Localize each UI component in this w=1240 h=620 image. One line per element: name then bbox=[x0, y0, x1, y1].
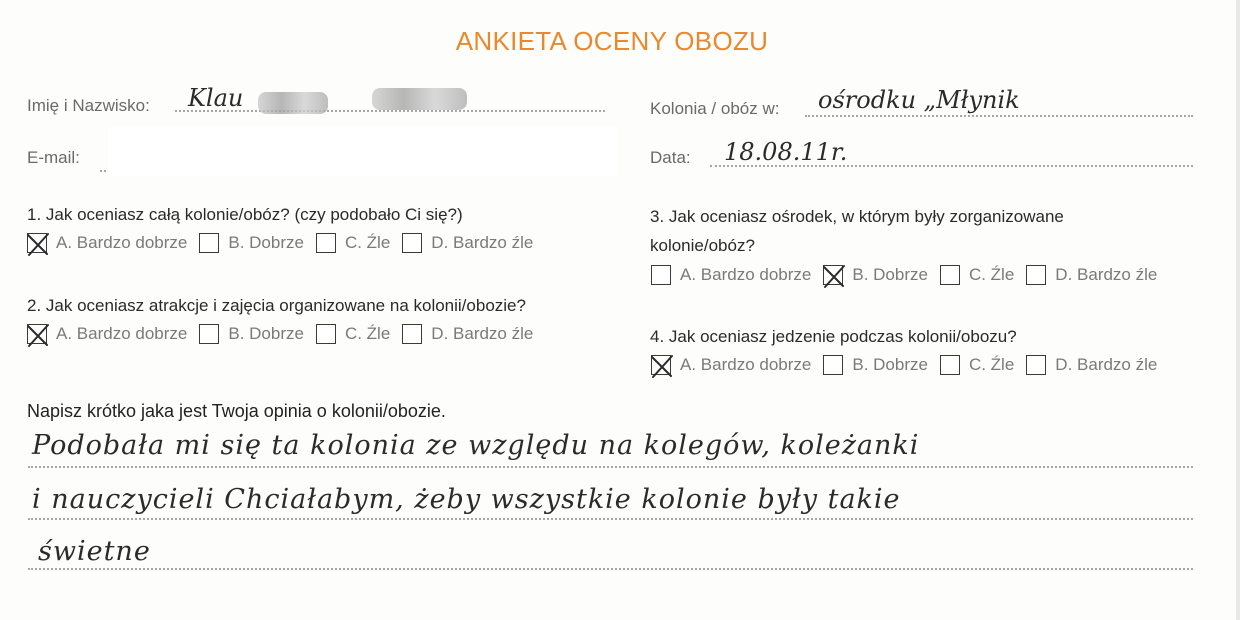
q2-option-a[interactable]: A. Bardzo dobrze bbox=[27, 324, 187, 344]
checkbox-checked[interactable] bbox=[27, 324, 47, 344]
checkbox-checked[interactable] bbox=[823, 265, 843, 285]
question-2: 2. Jak oceniasz atrakcje i zajęcia organizowane na kolonii/obozie? bbox=[27, 296, 526, 315]
q2-option-b[interactable]: B. Dobrze bbox=[199, 324, 304, 344]
check-x-mark-icon bbox=[25, 322, 51, 348]
checkbox[interactable] bbox=[1026, 265, 1046, 285]
question-1: 1. Jak oceniasz całą kolonie/obóz? (czy podobało Ci się?) bbox=[27, 205, 463, 224]
q3-option-b[interactable]: B. Dobrze bbox=[823, 265, 928, 285]
camp-label: Kolonia / obóz w: bbox=[650, 99, 780, 118]
name-redaction-blur bbox=[258, 92, 328, 114]
q3-option-c[interactable]: C. Źle bbox=[940, 265, 1014, 285]
q4-option-b[interactable]: B. Dobrze bbox=[823, 355, 928, 375]
opinion-label: Napisz krótko jaka jest Twoja opinia o kolonii/obozie. bbox=[27, 401, 446, 421]
checkbox[interactable] bbox=[316, 233, 336, 253]
checkbox[interactable] bbox=[316, 324, 336, 344]
checkbox[interactable] bbox=[199, 233, 219, 253]
opinion-text-line-2: i nauczycieli Chciałabym, żeby wszystkie kolonie były takie bbox=[32, 484, 901, 515]
page-title: ANKIETA OCENY OBOZU bbox=[455, 26, 769, 56]
check-x-mark-icon bbox=[649, 353, 675, 379]
checkbox[interactable] bbox=[940, 355, 960, 375]
surname-redaction-blur bbox=[372, 88, 467, 110]
checkbox[interactable] bbox=[940, 265, 960, 285]
question-1-options bbox=[27, 233, 545, 253]
q1-option-a[interactable]: A. Bardzo dobrze bbox=[27, 233, 187, 253]
camp-dotted-line bbox=[805, 115, 1193, 117]
opinion-dotted-line-3 bbox=[28, 568, 1193, 570]
opinion-dotted-line-1 bbox=[28, 466, 1193, 468]
q3-option-d[interactable]: D. Bardzo źle bbox=[1026, 265, 1157, 285]
checkbox[interactable] bbox=[1026, 355, 1046, 375]
checkbox[interactable] bbox=[402, 233, 422, 253]
q2-option-d[interactable]: D. Bardzo źle bbox=[402, 324, 533, 344]
email-label: E-mail: bbox=[27, 148, 80, 167]
q1-option-d[interactable]: D. Bardzo źle bbox=[402, 233, 533, 253]
checkbox[interactable] bbox=[823, 355, 843, 375]
opinion-text-line-3: świetne bbox=[38, 536, 151, 567]
q4-option-d[interactable]: D. Bardzo źle bbox=[1026, 355, 1157, 375]
question-3-line-1: 3. Jak oceniasz ośrodek, w którym były zorganizowane bbox=[650, 207, 1064, 226]
question-2-options bbox=[27, 324, 545, 344]
question-4: 4. Jak oceniasz jedzenie podczas kolonii/obozu? bbox=[650, 327, 1017, 346]
checkbox-checked[interactable] bbox=[27, 233, 47, 253]
checkbox[interactable] bbox=[651, 265, 671, 285]
question-3-options bbox=[651, 265, 1169, 285]
email-redaction-box bbox=[108, 127, 618, 176]
question-3-line-2: kolonie/obóz? bbox=[650, 236, 755, 255]
checkbox[interactable] bbox=[199, 324, 219, 344]
date-label: Data: bbox=[650, 148, 691, 167]
check-x-mark-icon bbox=[25, 231, 51, 257]
question-4-options bbox=[651, 355, 1169, 375]
q1-option-c[interactable]: C. Źle bbox=[316, 233, 390, 253]
checkbox-checked[interactable] bbox=[651, 355, 671, 375]
opinion-text-line-1: Podobała mi się ta kolonia ze względu na kolegów, koleżanki bbox=[32, 430, 920, 461]
checkbox[interactable] bbox=[402, 324, 422, 344]
date-value: 18.08.11r. bbox=[724, 138, 848, 166]
q4-option-c[interactable]: C. Źle bbox=[940, 355, 1014, 375]
check-x-mark-icon bbox=[821, 263, 847, 289]
opinion-dotted-line-2 bbox=[28, 518, 1193, 520]
name-label: Imię i Nazwisko: bbox=[27, 96, 150, 115]
camp-value: ośrodku „Młynik bbox=[818, 86, 1020, 114]
q1-option-b[interactable]: B. Dobrze bbox=[199, 233, 304, 253]
q3-option-a[interactable]: A. Bardzo dobrze bbox=[651, 265, 811, 285]
q4-option-a[interactable]: A. Bardzo dobrze bbox=[651, 355, 811, 375]
q2-option-c[interactable]: C. Źle bbox=[316, 324, 390, 344]
name-value: Klau bbox=[188, 84, 244, 112]
